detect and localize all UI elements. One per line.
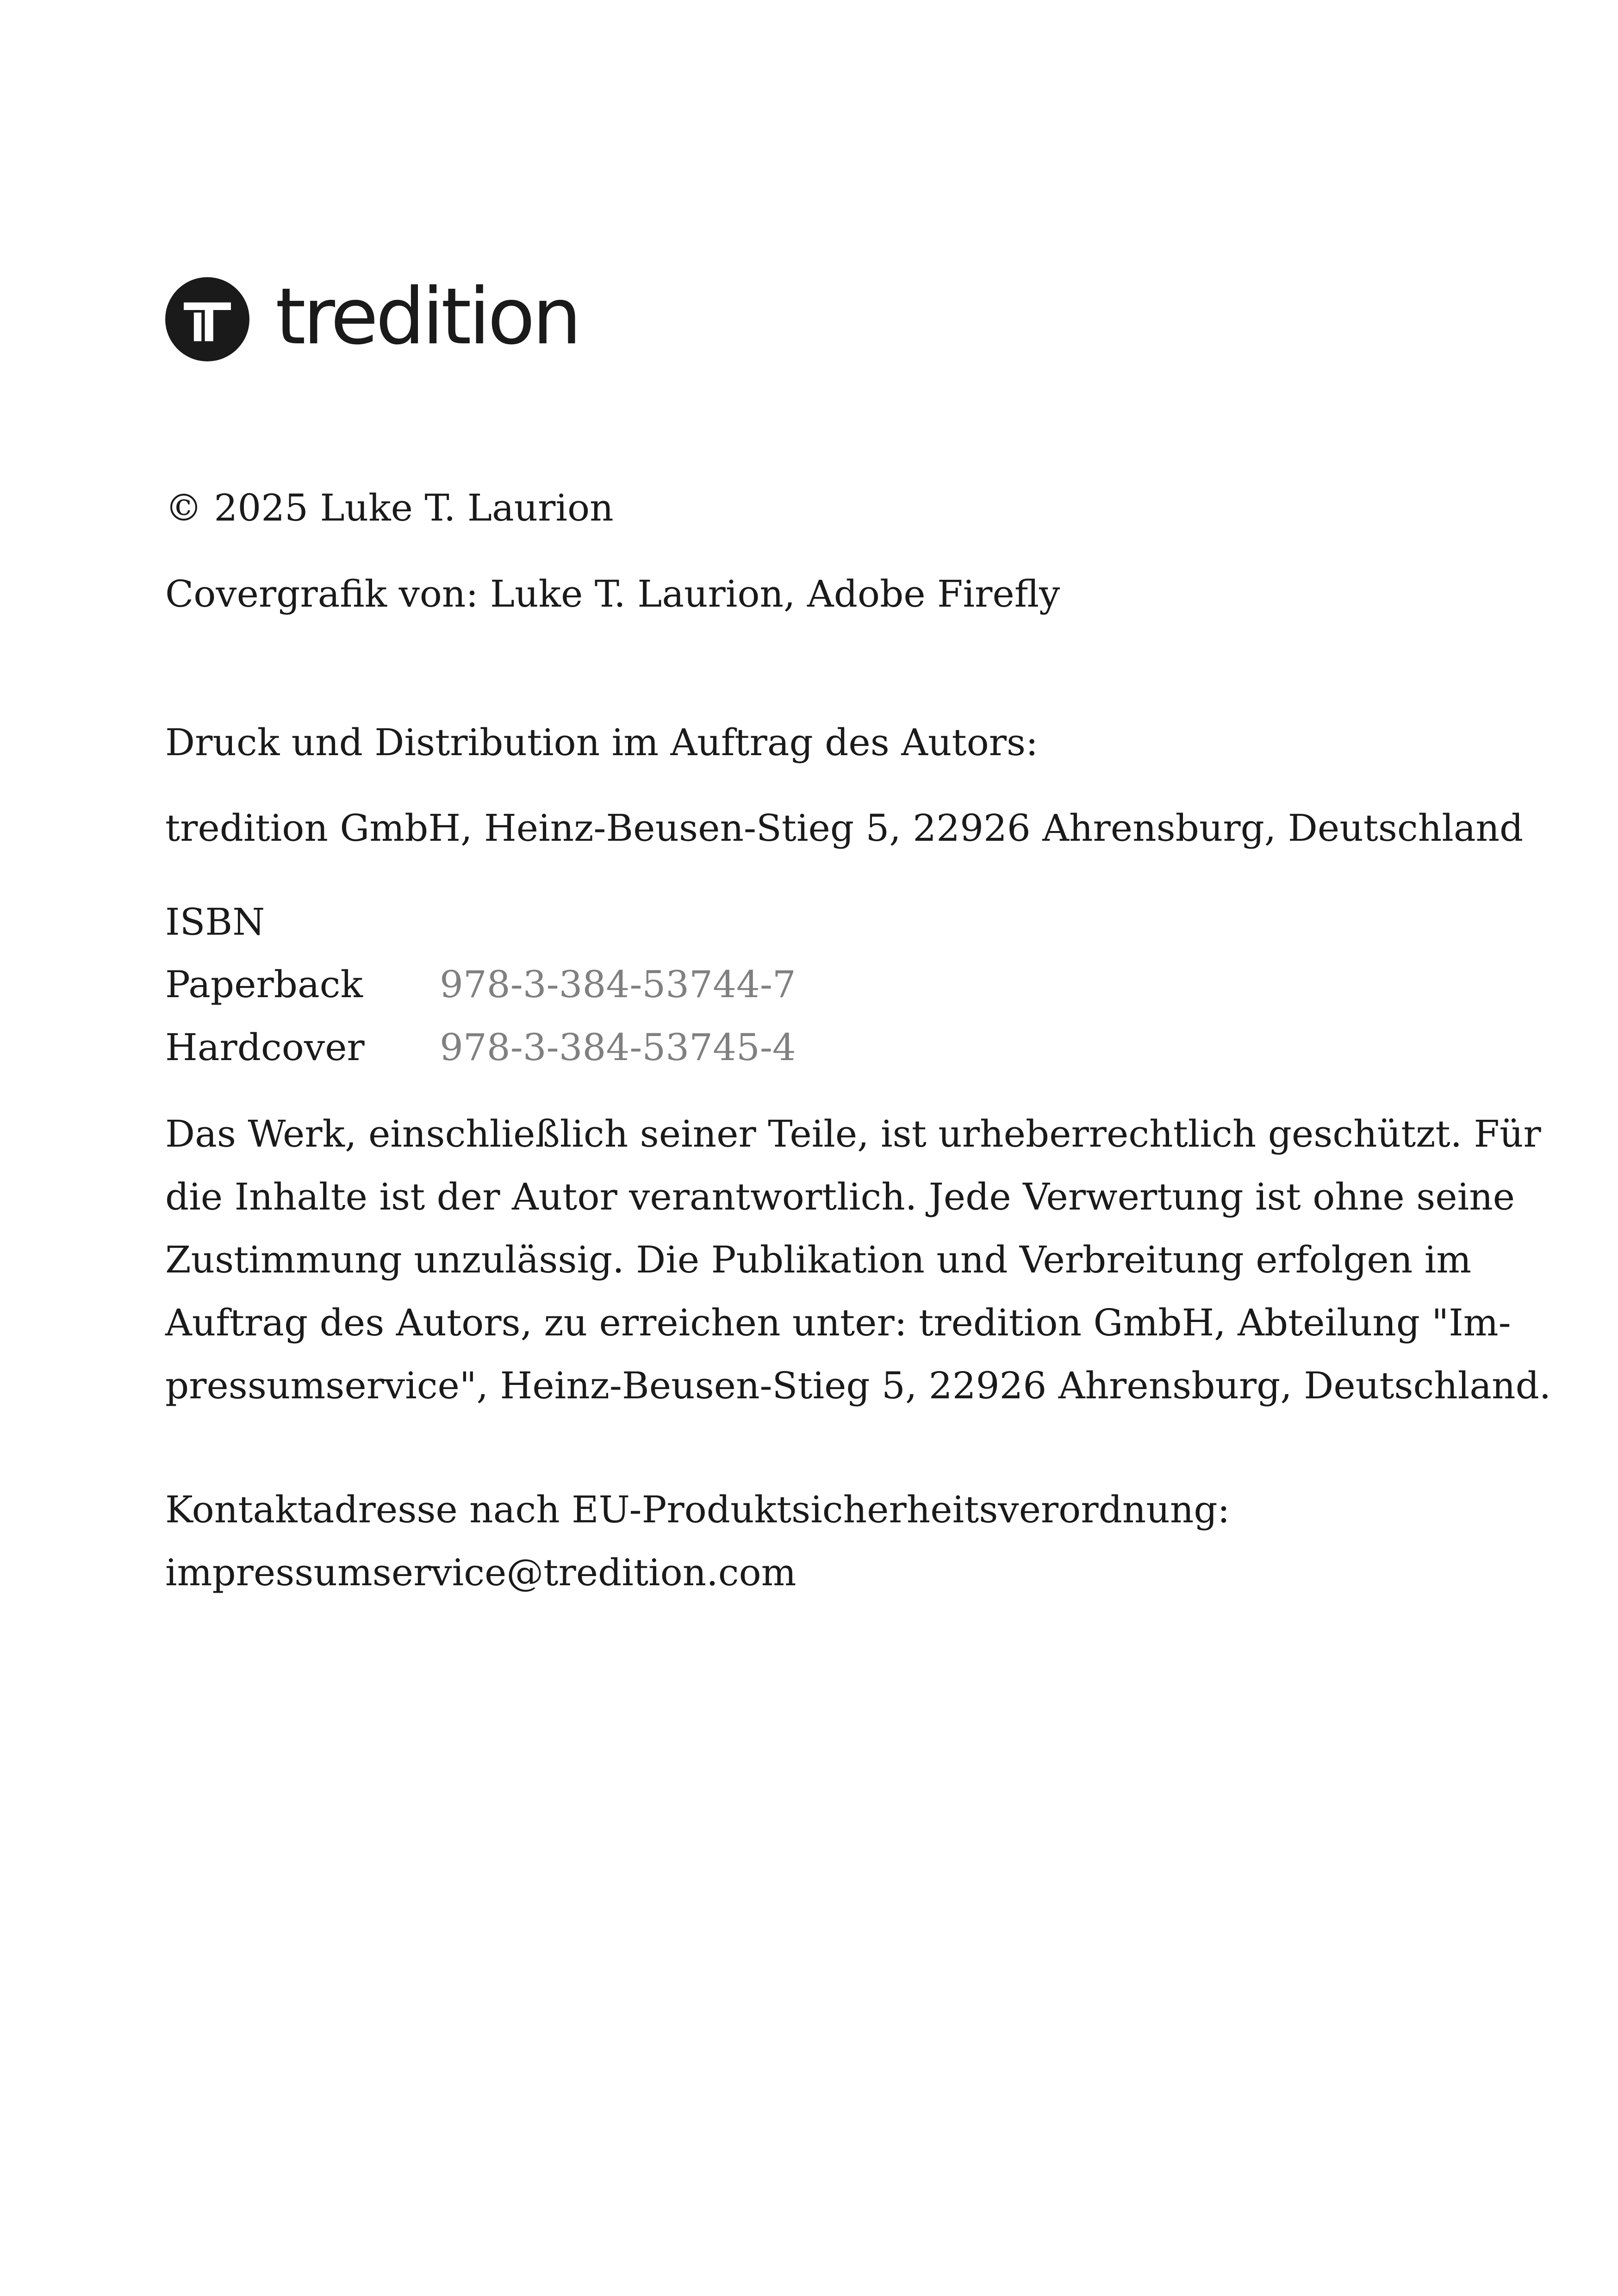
- rights-paragraph: [165, 1103, 1551, 1417]
- contact-heading: Kontaktadresse nach EU-Produktsicherheitsverordnung:: [165, 1488, 1230, 1531]
- tredition-logo-icon: [165, 277, 249, 361]
- isbn-label: Paperback: [165, 963, 363, 1006]
- rights-line: Das Werk, einschließlich seiner Teile, ist urheberrechtlich geschützt. Für: [165, 1112, 1541, 1155]
- contact-email[interactable]: impressumservice@tredition.com: [165, 1551, 797, 1594]
- rights-line: pressumservice", Heinz-Beusen-Stieg 5, 22926 Ahrensburg, Deutschland.: [165, 1364, 1551, 1407]
- isbn-value: 978-3-384-53745-4: [440, 1026, 796, 1069]
- rights-line: Zustimmung unzulässig. Die Publikation und Verbreitung erfolgen im: [165, 1238, 1472, 1281]
- publisher-address: tredition GmbH, Heinz-Beusen-Stieg 5, 22926 Ahrensburg, Deutschland: [165, 807, 1524, 850]
- copyright-line: © 2025 Luke T. Laurion: [165, 486, 614, 529]
- isbn-row-paperback: [165, 953, 796, 1016]
- isbn-row-hardcover: [165, 1016, 796, 1079]
- rights-line: die Inhalte ist der Autor verantwortlich. Jede Verwertung ist ohne seine: [165, 1175, 1515, 1218]
- isbn-heading: ISBN: [165, 900, 265, 943]
- logo-wordmark: tredition: [275, 271, 579, 362]
- rights-line: Auftrag des Autors, zu erreichen unter: tredition GmbH, Abteilung "Im-: [165, 1301, 1511, 1344]
- isbn-label: Hardcover: [165, 1026, 365, 1069]
- publisher-logo: [165, 271, 579, 363]
- isbn-value: 978-3-384-53744-7: [440, 963, 796, 1006]
- cover-credit-line: Covergrafik von: Luke T. Laurion, Adobe Firefly: [165, 572, 1060, 615]
- print-heading: Druck und Distribution im Auftrag des Autors:: [165, 721, 1039, 764]
